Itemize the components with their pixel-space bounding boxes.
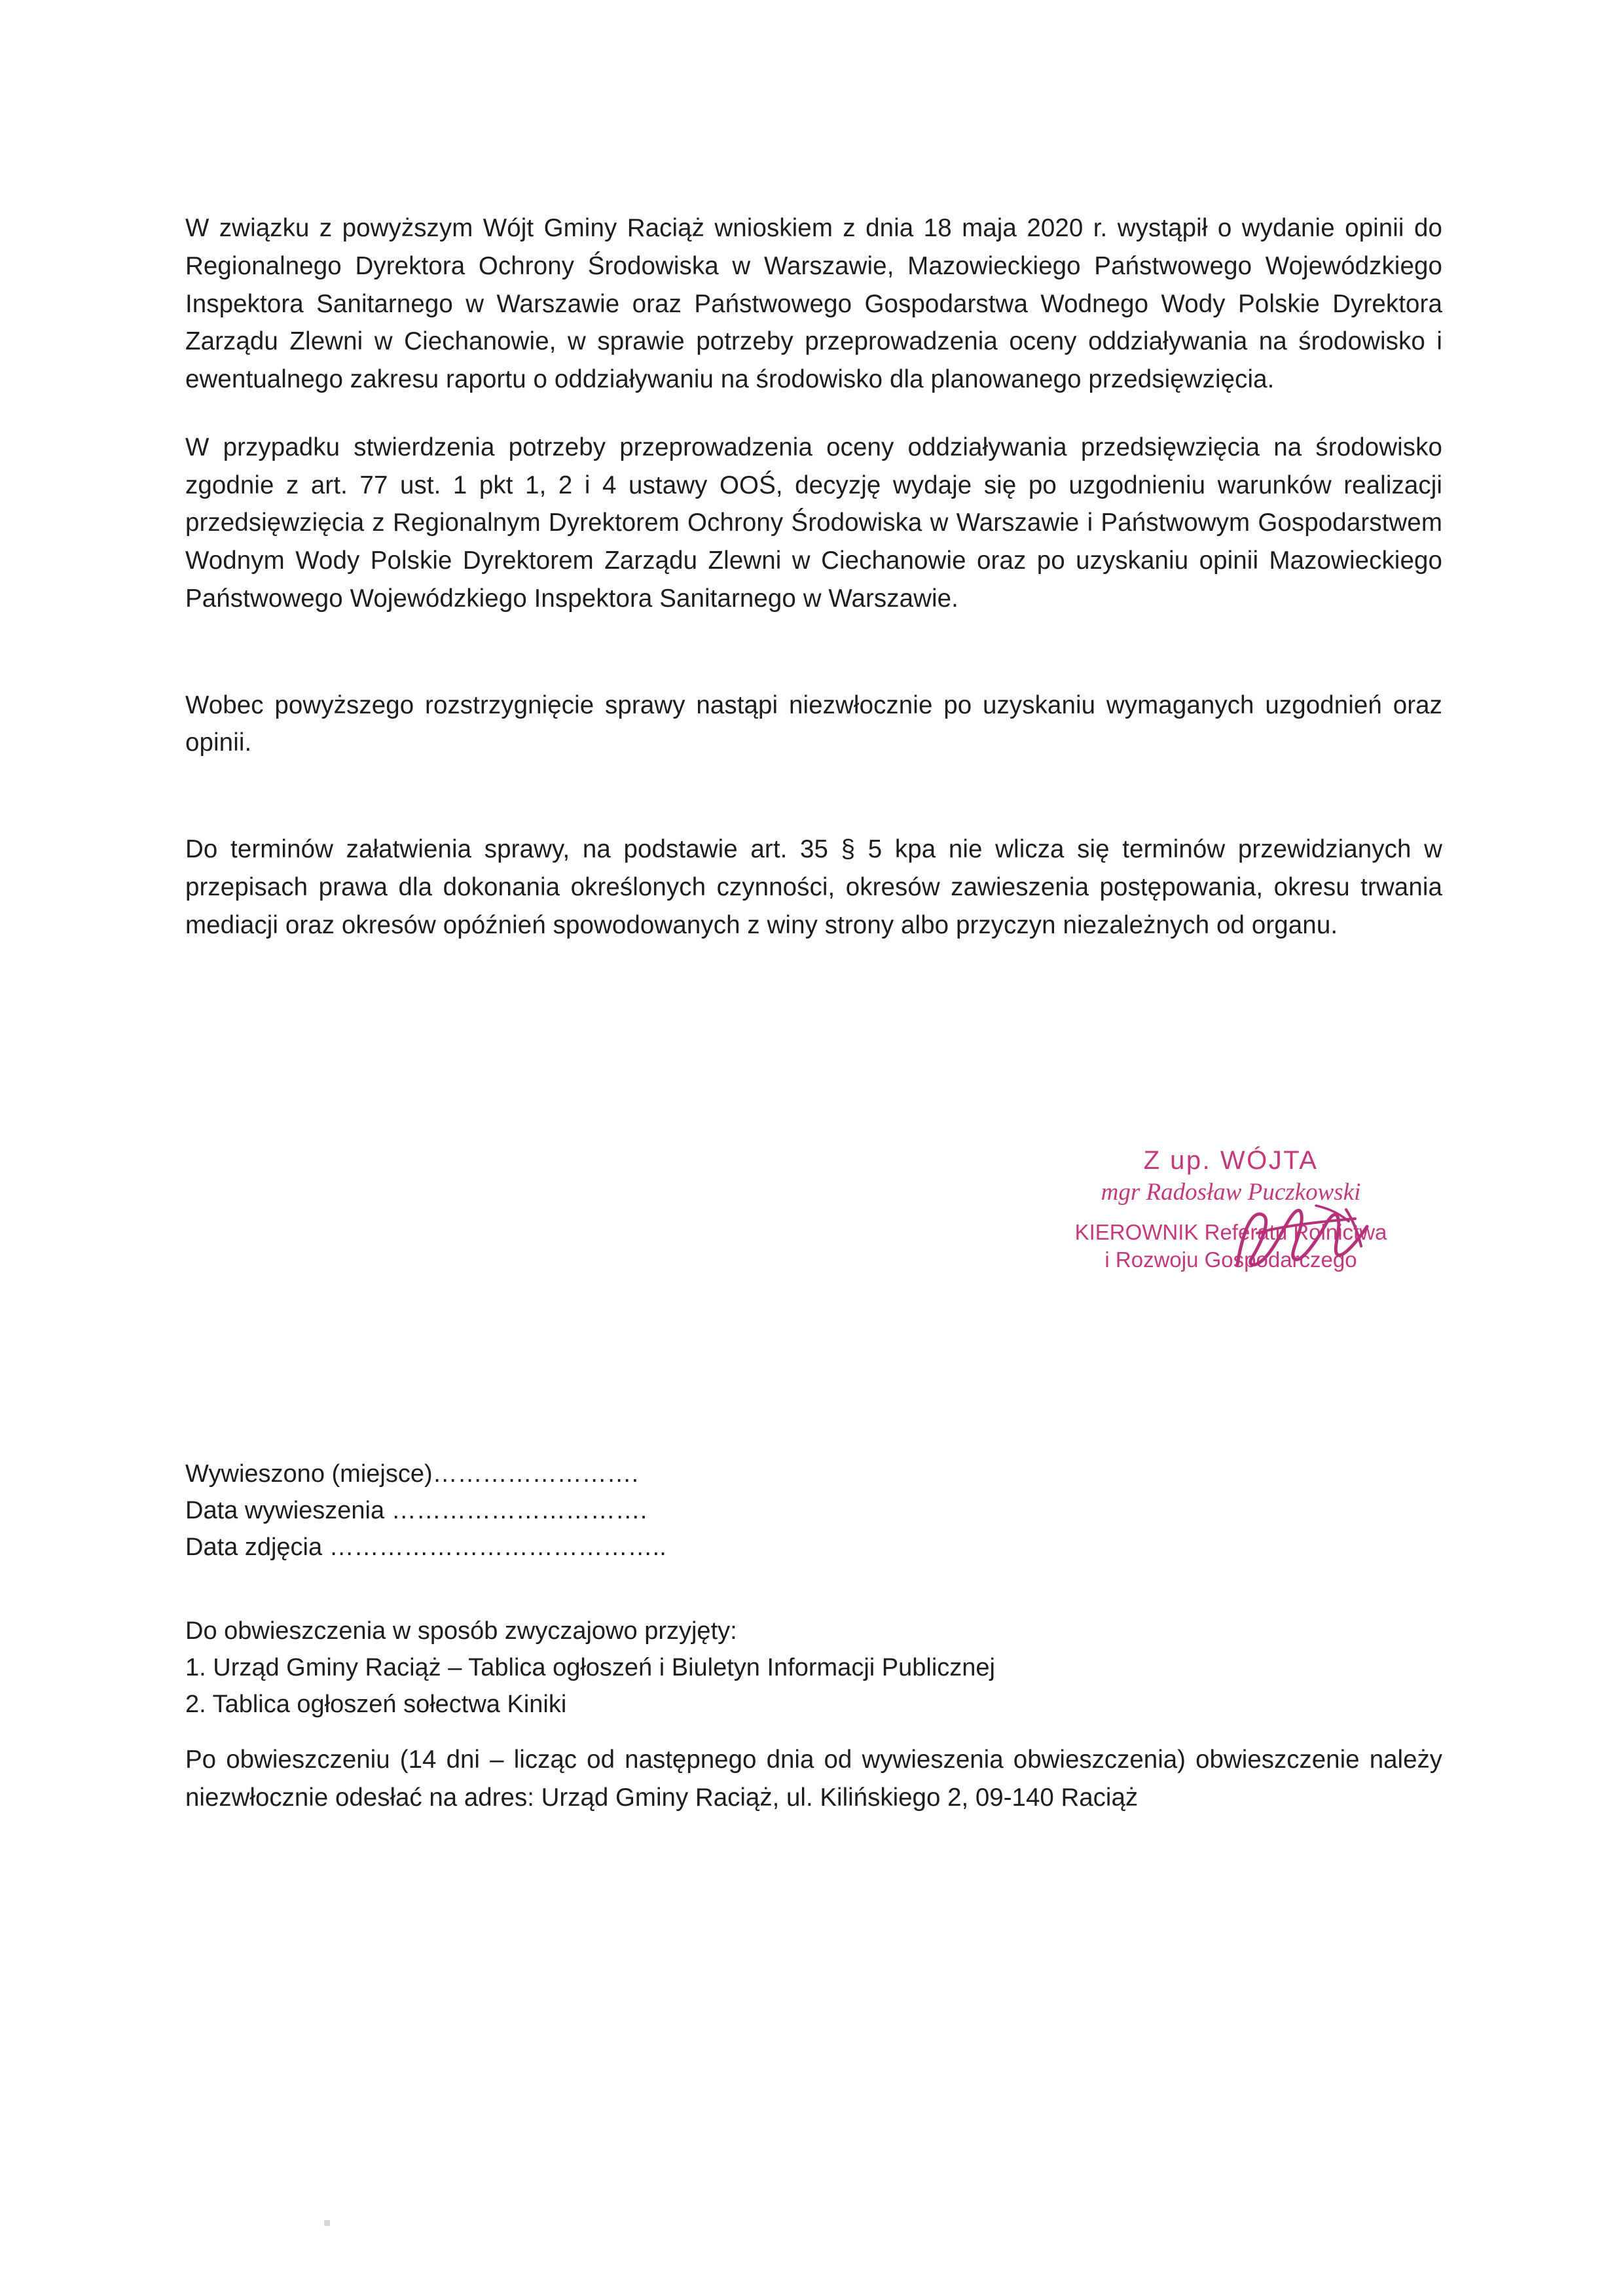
paragraph-spacer xyxy=(185,762,1442,831)
paragraph-spacer xyxy=(185,618,1442,687)
paragraph-spacer xyxy=(185,399,1442,429)
signature-block xyxy=(1021,1145,1440,1273)
signature-title-line-2: i Rozwoju Gospodarczego xyxy=(1104,1247,1357,1272)
posting-place-line: Wywieszono (miejsce)……………………. xyxy=(185,1460,639,1488)
signature-authority-line: Z up. WÓJTA xyxy=(1143,1146,1319,1175)
removal-date-line: Data zdjęcia ………………………………….. xyxy=(185,1533,666,1561)
signature-name: mgr Radosław Puczkowski xyxy=(1101,1179,1361,1206)
distribution-heading: Do obwieszczenia w sposób zwyczajowo przyjęty: xyxy=(185,1617,737,1645)
distribution-block xyxy=(185,1613,1429,1723)
page-speck xyxy=(324,2220,330,2226)
distribution-item: 1. Urząd Gminy Raciąż – Tablica ogłoszeń i Biuletyn Informacji Publicznej xyxy=(185,1653,995,1681)
document-body xyxy=(185,209,1442,944)
paragraph-2: W przypadku stwierdzenia potrzeby przeprowadzenia oceny oddziaływania przedsięwzięcia na środowisko zgodnie z art. 77 ust. 1 pkt 1, 2 i 4 ustawy OOŚ, decyzję wydaje się po uzgodnieniu warunków realizacji przedsięwzięcia z Regionalnym Dyrektorem Ochrony Środowiska w Warszawie i Państwowym Gospodarstwem Wodnym Wody Polskie Dyrektorem Zarządu Zlewni w Ciechanowie oraz po uzyskaniu opinii Mazowieckiego Państwowego Wojewódzkiego Inspektora Sanitarnego w Warszawie. xyxy=(185,433,1442,613)
signature-title-line-1: KIEROWNIK Referatu Rolnictwa xyxy=(1074,1220,1387,1245)
paragraph-1: W związku z powyższym Wójt Gminy Raciąż wnioskiem z dnia 18 maja 2020 r. wystąpił o wydanie opinii do Regionalnego Dyrektora Ochrony Środowiska w Warszawie, Mazowieckiego Państwowego Wojewódzkiego Inspektora Sanitarnego w Warszawie oraz Państwowego Gospodarstwa Wodnego Wody Polskie Dyrektora Zarządu Zlewni w Ciechanowie, w sprawie potrzeby przeprowadzenia oceny oddziaływania na środowisko i ewentualnego zakresu raportu o oddziaływaniu na środowisko dla planowanego przedsięwzięcia. xyxy=(185,214,1442,393)
distribution-item: 2. Tablica ogłoszeń sołectwa Kiniki xyxy=(185,1690,567,1718)
posting-date-line: Data wywieszenia …………………………. xyxy=(185,1496,647,1524)
paragraph-4: Do terminów załatwienia sprawy, na podstawie art. 35 § 5 kpa nie wlicza się terminów przewidzianych w przepisach prawa dla dokonania określonych czynności, okresów zawieszenia postępowania, okresu trwania mediacji oraz okresów opóźnień spowodowanych z winy strony albo przyczyn niezależnych od organu. xyxy=(185,835,1442,939)
paragraph-3: Wobec powyższego rozstrzygnięcie sprawy nastąpi niezwłocznie po uzyskaniu wymaganych uzgodnień oraz opinii. xyxy=(185,691,1442,757)
closing-block xyxy=(185,1741,1442,1817)
posting-record-block xyxy=(185,1456,1429,1566)
closing-paragraph: Po obwieszczeniu (14 dni – licząc od następnego dnia od wywieszenia obwieszczenia) obwieszczenie należy niezwłocznie odesłać na adres: Urząd Gminy Raciąż, ul. Kilińskiego 2, 09-140 Raciąż xyxy=(185,1746,1442,1812)
